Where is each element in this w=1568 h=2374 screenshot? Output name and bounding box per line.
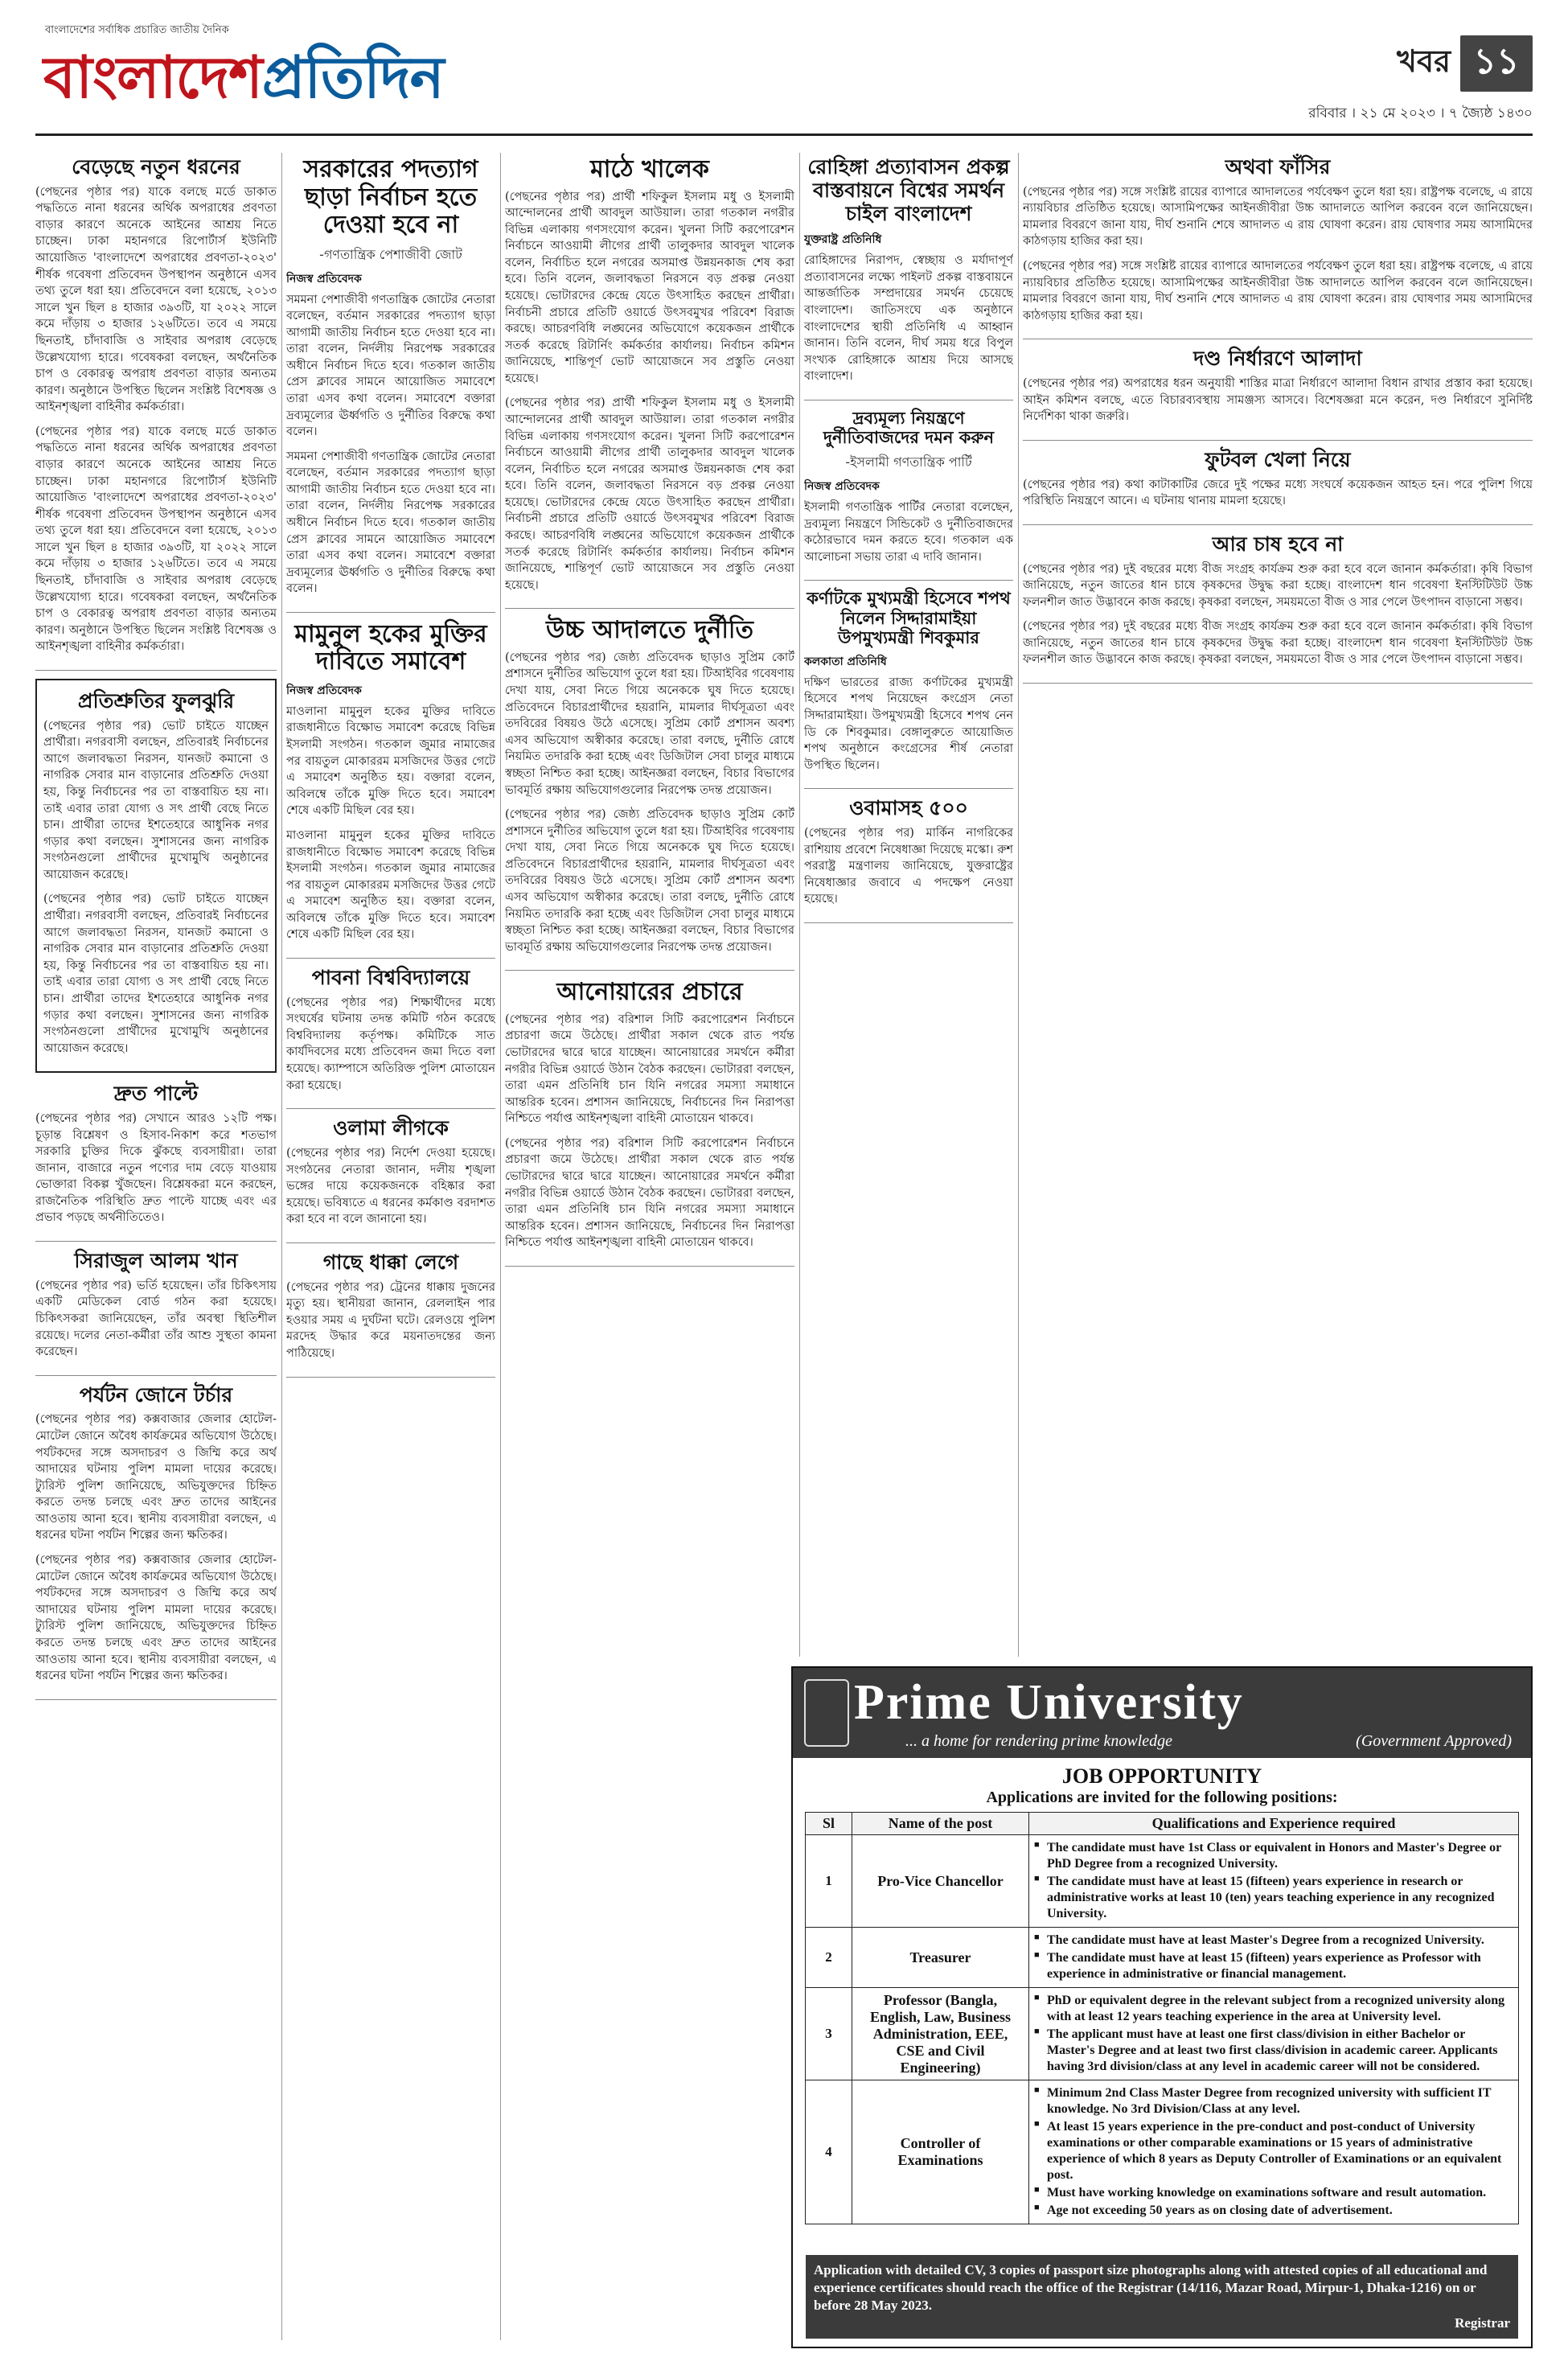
article-body: (পেছনের পৃষ্ঠার পর) যাকে বলছে মর্ডে ডাকাত পদ্ধতিতে নানা ধরনের অর্থিক অপরাধের প্রবণতা বাড়ার কারণে অনেকে আইনের আশ্রয় নিতে চাচ্ছেন। ঢাকা মহানগরে রিপোর্টার্স ইউনিটি আয়োজিত 'বাংলাদেশে অপরাধের প্রবণতা-২০২৩' শীর্ষক গবেষণা প্রতিবেদন উপস্থাপন অনুষ্ঠানে এসব তথ্য তুলে ধরা হয়। প্রতিবেদনে বলা হয়েছে, ২০১৩ সালে খুন ছিল ৪ হাজার ৩৯৩টি, যা ২০২২ সালে কমে দাঁড়ায় ৩ হাজার ১২৬টিতে। তবে এ সময়ে ছিনতাই, চাঁদাবাজি ও সাইবার অপরাধ বেড়েছে উল্লেখযোগ্য হারে। গবেষকরা বলছেন, অর্থনৈতিক চাপ ও বেকারত্ব অপরাধ প্রবণতা বাড়ার অন্যতম কারণ। অনুষ্ঠানে উপস্থিত ছিলেন সংশ্লিষ্ট বিশেষজ্ঞ ও আইনশৃঙ্খলা বাহিনীর কর্মকর্তারা। (35, 185, 277, 414)
university-tagline: ... a home for rendering prime knowledge (905, 1732, 1172, 1750)
article (804, 797, 1013, 923)
qualification-item: ■ At least 15 years experience in the pre-conduct and post-conduct of University examinations or other comparable examinations or 15 years of administrative experience of which 8 years as Deputy Controller of Examinations or an equivalent post. (1034, 2119, 1513, 2183)
article-headline: ওবামাসহ ৫০০ (849, 796, 968, 820)
article (804, 409, 1013, 581)
article-body: (পেছনের পৃষ্ঠার পর) কক্সবাজার জেলার হোটেল-মোটেল জোনে অবৈধ কার্যক্রমের অভিযোগ উঠেছে। পর্যটকদের সঙ্গে অসদাচরণ ও জিম্মি করে অর্থ আদায়ের ঘটনায় পুলিশ মামলা দায়ের করেছে। ট্যুরিস্ট পুলিশ জানিয়েছে, অভিযুক্তদের চিহ্নিত করতে তদন্ত চলছে এবং দ্রুত তাদের আইনের আওতায় আনা হবে। স্থানীয় ব্যবসায়ীরা বলছেন, এ ধরনের ঘটনা পর্যটন শিল্পের জন্য ক্ষতিকর। (35, 1554, 277, 1683)
cell-post: Pro-Vice Chancellor (852, 1835, 1029, 1928)
article-body: (পেছনের পৃষ্ঠার পর) ট্রেনের ধাক্কায় দুজনের মৃত্যু হয়। স্থানীয়রা জানান, রেললাইন পার হওয়ার সময় এ দুর্ঘটনা ঘটে। রেলওয়ে পুলিশ মরদেহ উদ্ধার করে ময়নাতদন্তের জন্য পাঠিয়েছে। (286, 1280, 495, 1360)
article-body: (পেছনের পৃষ্ঠার পর) প্রার্থী শফিকুল ইসলাম মধু ও ইসলামী আন্দোলনের প্রার্থী আবদুল আউয়াল। তারা গতকাল নগরীর বিভিন্ন এলাকায় গণসংযোগ করেন। খুলনা সিটি করপোরেশন নির্বাচনে আওয়ামী লীগের প্রার্থী তালুকদার আবদুল খালেক বলেন, নির্বাচিত হলে নগরের অসমাপ্ত উন্নয়নকাজ শেষ করা হবে। তিনি বলেন, জলাবদ্ধতা নিরসনে বড় প্রকল্প নেওয়া হয়েছে। ভোটারদের কেন্দ্রে যেতে উৎসাহিত করছেন প্রার্থীরা। নির্বাচনী প্রচারে প্রতিটি ওয়ার্ডে উৎসবমুখর পরিবেশ বিরাজ করছে। আচরণবিধি লঙ্ঘনের অভিযোগে কয়েকজন প্রার্থীকে সতর্ক করেছে রিটার্নিং কর্মকর্তার কার্যালয়। নির্বাচন কমিশন জানিয়েছে, শান্তিপূর্ণ ভোট আয়োজনে সব প্রস্তুতি নেওয়া হয়েছে। (505, 396, 794, 592)
column-4 (804, 153, 1013, 1681)
article-headline: সিরাজুল আলম খান (74, 1249, 238, 1273)
article (286, 621, 495, 959)
cell-qualifications (1029, 1988, 1519, 2080)
approval-note: (Government Approved) (1356, 1732, 1512, 1750)
article (286, 156, 495, 613)
application-instructions-text: Application with detailed CV, 3 copies of passport size photographs along with attested copies of all educational and experience certificates should reach the office of the Registrar (14/116, Mazar Road, Mirpur-1, Dhaka-1216) on or before 28 May 2023. (814, 2261, 1488, 2313)
application-instructions (806, 2255, 1518, 2339)
qualification-item: ■ Minimum 2nd Class Master Degree from recognized university with sufficient IT knowledge. No 3rd Division/Class at any level. (1034, 2085, 1513, 2117)
article (286, 1251, 495, 1378)
article-body: সমমনা পেশাজীবী গণতান্ত্রিক জোটের নেতারা বলেছেন, বর্তমান সরকারের পদত্যাগ ছাড়া আগামী জাতীয় নির্বাচন হতে দেওয়া হবে না। তারা বলেন, নির্দলীয় নিরপেক্ষ সরকারের অধীনে নির্বাচন দিতে হবে। গতকাল জাতীয় প্রেস ক্লাবের সামনে আয়োজিত সমাবেশে তারা এসব কথা বলেন। সমাবেশে বক্তারা দ্রব্যমূল্যের ঊর্ধ্বগতি ও দুর্নীতির বিরুদ্ধে কথা বলেন। (286, 450, 495, 596)
article (1023, 533, 1533, 684)
article-headline: দণ্ড নির্ধারণে আলাদা (1193, 347, 1362, 371)
article-headline: কর্ণাটকে মুখ্যমন্ত্রী হিসেবে শপথ নিলেন সিদ্দারামাইয়া উপমুখ্যমন্ত্রী শিবকুমার (807, 589, 1011, 647)
article-body: (পেছনের পৃষ্ঠার পর) শিক্ষার্থীদের মধ্যে সংঘর্ষের ঘটনায় তদন্ত কমিটি গঠন করেছে বিশ্ববিদ্যালয় কর্তৃপক্ষ। কমিটিকে সাত কার্যদিবসের মধ্যে প্রতিবেদন জমা দিতে বলা হয়েছে। ক্যাম্পাসে অতিরিক্ত পুলিশ মোতায়েন করা হয়েছে। (286, 996, 495, 1092)
ad-subheading: Applications are invited for the following positions: (986, 1789, 1338, 1806)
cell-qualifications (1029, 1928, 1519, 1988)
job-advertisement (791, 1666, 1533, 2348)
article-byline: নিজস্ব প্রতিবেদক (286, 272, 362, 285)
table-row (806, 1928, 1519, 1988)
article-headline: ফুটবল খেলা নিয়ে (1205, 447, 1351, 471)
article-body: (পেছনের পৃষ্ঠার পর) প্রার্থী শফিকুল ইসলাম মধু ও ইসলামী আন্দোলনের প্রার্থী আবদুল আউয়াল। তারা গতকাল নগরীর বিভিন্ন এলাকায় গণসংযোগ করেন। খুলনা সিটি করপোরেশন নির্বাচনে আওয়ামী লীগের প্রার্থী তালুকদার আবদুল খালেক বলেন, নির্বাচিত হলে নগরের অসমাপ্ত উন্নয়নকাজ শেষ করা হবে। তিনি বলেন, জলাবদ্ধতা নিরসনে বড় প্রকল্প নেওয়া হয়েছে। ভোটারদের কেন্দ্রে যেতে উৎসাহিত করছেন প্রার্থীরা। নির্বাচনী প্রচারে প্রতিটি ওয়ার্ডে উৎসবমুখর পরিবেশ বিরাজ করছে। আচরণবিধি লঙ্ঘনের অভিযোগে কয়েকজন প্রার্থীকে সতর্ক করেছে রিটার্নিং কর্মকর্তার কার্যালয়। নির্বাচন কমিশন জানিয়েছে, শান্তিপূর্ণ ভোট আয়োজনে সব প্রস্তুতি নেওয়া হয়েছে। (505, 190, 794, 385)
article-body: (পেছনের পৃষ্ঠার পর) সঙ্গে সংশ্লিষ্ট রায়ের ব্যাপারে আদালতের পর্যবেক্ষণ তুলে ধরা হয়। রাষ্ট্রপক্ষ বলেছে, এ রায়ে ন্যায়বিচার প্রতিষ্ঠিত হয়েছে। আসামিপক্ষের আইনজীবীরা উচ্চ আদালতে আপিল করবেন বলে জানিয়েছেন। মামলার বিবরণে জানা যায়, দীর্ঘ শুনানি শেষে আদালত এ রায় ঘোষণা করেন। রায় ঘোষণার সময় আসামিদের কাঠগড়ায় হাজির করা হয়। (1023, 260, 1533, 322)
column-divider (799, 153, 800, 1657)
article-headline: দ্রুত পাল্টে (113, 1082, 199, 1106)
article-body: মাওলানা মামুনুল হকের মুক্তির দাবিতে রাজধানীতে বিক্ষোভ সমাবেশ করেছে বিভিন্ন ইসলামী সংগঠন। গতকাল জুমার নামাজের পর বায়তুল মোকাররম মসজিদের উত্তর গেটে এ সমাবেশ অনুষ্ঠিত হয়। বক্তারা বলেন, অবিলম্বে তাঁকে মুক্তি দিতে হবে। সমাবেশ শেষে একটি মিছিল বের হয়। (286, 828, 495, 942)
column-divider (1018, 153, 1019, 1657)
article (35, 679, 277, 1073)
article-byline: যুক্তরাষ্ট্র প্রতিনিধি (804, 233, 882, 247)
university-seal-icon (804, 1679, 849, 1747)
column-divider (500, 153, 501, 2340)
masthead-tagline: বাংলাদেশের সর্বাধিক প্রচারিত জাতীয় দৈনিক (45, 24, 229, 36)
article-kicker: -গণতান্ত্রিক পেশাজীবী জোট (319, 246, 462, 262)
article-body: (পেছনের পৃষ্ঠার পর) সঙ্গে সংশ্লিষ্ট রায়ের ব্যাপারে আদালতের পর্যবেক্ষণ তুলে ধরা হয়। রাষ্ট্রপক্ষ বলেছে, এ রায়ে ন্যায়বিচার প্রতিষ্ঠিত হয়েছে। আসামিপক্ষের আইনজীবীরা উচ্চ আদালতে আপিল করবেন বলে জানিয়েছেন। মামলার বিবরণে জানা যায়, দীর্ঘ শুনানি শেষে আদালত এ রায় ঘোষণা করেন। রায় ঘোষণার সময় আসামিদের কাঠগড়ায় হাজির করা হয়। (1023, 185, 1533, 248)
cell-sl: 2 (806, 1928, 852, 1988)
newspaper-logo-main: বাংলাদেশ (43, 43, 262, 111)
cell-post: Controller of Examinations (852, 2080, 1029, 2224)
article-body: ইসলামী গণতান্ত্রিক পার্টির নেতারা বলেছেন, দ্রব্যমূল্য নিয়ন্ত্রণে সিন্ডিকেট ও দুর্নীতিবাজদের কঠোরভাবে দমন করতে হবে। গতকাল এক আলোচনা সভায় তারা এ দাবি জানান। (804, 501, 1013, 564)
column-5 (1023, 153, 1533, 1118)
newspaper-logo (43, 34, 444, 130)
qualification-item: ■ The candidate must have 1st Class or equivalent in Honors and Master's Degree or PhD Degree from a recognized University. (1034, 1840, 1513, 1872)
article-body: (পেছনের পৃষ্ঠার পর) কথা কাটাকাটির জেরে দুই পক্ষের মধ্যে সংঘর্ষে কয়েকজন আহত হন। পরে পুলিশ গিয়ে পরিস্থিতি নিয়ন্ত্রণে আনে। এ ঘটনায় থানায় মামলা হয়েছে। (1023, 478, 1533, 508)
article-byline: নিজস্ব প্রতিবেদক (804, 480, 880, 494)
article-headline: সরকারের পদত্যাগ ছাড়া নির্বাচন হতে দেওয়া হবে না (303, 155, 478, 239)
section-header (1397, 35, 1533, 92)
qualification-item: ■ PhD or equivalent degree in the relevant subject from a recognized university along with at least 12 years teaching experience in the area at University level. (1034, 1993, 1513, 2025)
qualification-item: ■ The candidate must have at least 15 (fifteen) years experience as Professor with experience in administrative or financial management. (1034, 1950, 1513, 1982)
article (804, 589, 1013, 789)
column-header-qualifications: Qualifications and Experience required (1029, 1813, 1519, 1835)
article-headline: অথবা ফাঁসির (1225, 155, 1331, 179)
column-divider (281, 153, 282, 2340)
qualification-item: ■ The candidate must have at least 15 (fifteen) years experience in research or administrative works at least 10 (ten) years teaching experience in any recognized University. (1034, 1874, 1513, 1922)
newspaper-logo-accent: প্রতিদিন (261, 43, 444, 111)
cell-post: Professor (Bangla, English, Law, Business Administration, EEE, CSE and Civil Engineering) (852, 1988, 1029, 2080)
article-body: (পেছনের পৃষ্ঠার পর) বরিশাল সিটি করপোরেশন নির্বাচনে প্রচারণা জমে উঠেছে। প্রার্থীরা সকাল থেকে রাত পর্যন্ত ভোটারদের দ্বারে দ্বারে যাচ্ছেন। আনোয়ারের সমর্থনে কর্মীরা নগরীর বিভিন্ন ওয়ার্ডে উঠান বৈঠক করছেন। ভোটাররা বলছেন, তারা এমন প্রতিনিধি চান যিনি নগরের সমস্যা সমাধানে আন্তরিক হবেন। প্রশাসন জানিয়েছে, নির্বাচনের দিন নিরাপত্তা নিশ্চিতে পর্যাপ্ত আইনশৃঙ্খলা বাহিনী মোতায়েন থাকবে। (505, 1012, 794, 1126)
article-body: (পেছনের পৃষ্ঠার পর) বরিশাল সিটি করপোরেশন নির্বাচনে প্রচারণা জমে উঠেছে। প্রার্থীরা সকাল থেকে রাত পর্যন্ত ভোটারদের দ্বারে দ্বারে যাচ্ছেন। আনোয়ারের সমর্থনে কর্মীরা নগরীর বিভিন্ন ওয়ার্ডে উঠান বৈঠক করছেন। ভোটাররা বলছেন, তারা এমন প্রতিনিধি চান যিনি নগরের সমস্যা সমাধানে আন্তরিক হবেন। প্রশাসন জানিয়েছে, নির্বাচনের দিন নিরাপত্তা নিশ্চিতে পর্যাপ্ত আইনশৃঙ্খলা বাহিনী মোতায়েন থাকবে। (505, 1136, 794, 1250)
article-body: (পেছনের পৃষ্ঠার পর) মার্কিন নাগরিকের রাশিয়ায় প্রবেশে নিষেধাজ্ঞা দিয়েছে মস্কো। রুশ পররাষ্ট্র মন্ত্রণালয় জানিয়েছে, যুক্তরাষ্ট্রের নিষেধাজ্ঞার জবাবে এ পদক্ষেপ নেওয়া হয়েছে। (804, 827, 1013, 906)
article-body: (পেছনের পৃষ্ঠার পর) দুই বছরের মধ্যে বীজ সংগ্রহ কার্যক্রম শুরু করা হবে বলে জানান কর্মকর্তারা। কৃষি বিভাগ জানিয়েছে, নতুন জাতের ধান চাষে কৃষকদের উদ্বুদ্ধ করা হচ্ছে। বাংলাদেশ ধান গবেষণা ইনস্টিটিউট উচ্চ ফলনশীল জাত উদ্ভাবনে কাজ করছে। কৃষকরা বলছেন, সময়মতো বীজ ও সার পেলে উৎপাদন বাড়ানো সম্ভব। (1023, 562, 1533, 609)
article-body: (পেছনের পৃষ্ঠার পর) নির্দেশ দেওয়া হয়েছে। সংগঠনের নেতারা জানান, দলীয় শৃঙ্খলা ভঙ্গের দায়ে কয়েকজনকে বহিষ্কার করা হয়েছে। ভবিষ্যতে এ ধরনের কর্মকাণ্ড বরদাশত করা হবে না বলে জানানো হয়। (286, 1146, 495, 1226)
qualification-item: ■ Age not exceeding 50 years as on closing date of advertisement. (1034, 2203, 1513, 2219)
article-headline: মাঠে খালেক (590, 155, 709, 183)
article-body: (পেছনের পৃষ্ঠার পর) সেখানে আরও ১২টি পক্ষ। চূড়ান্ত বিশ্লেষণ ও হিসাব-নিকাশ করে শতভাগ সরকারি চুক্তির দিকে ঝুঁকছে ব্যবসায়ীরা। তারা জানান, বাজারে নতুন পণ্যের দাম বেড়ে যাওয়ায় ভোক্তারা বিকল্প খুঁজছেন। বিশ্লেষকরা মনে করছেন, রাজনৈতিক পরিস্থিতি দ্রুত পাল্টে যাচ্ছে এবং এর প্রভাব পড়ছে অর্থনীতিতেও। (35, 1112, 277, 1225)
registrar-signature: Registrar (1455, 2314, 1510, 2331)
article-body: (পেছনের পৃষ্ঠার পর) দুই বছরের মধ্যে বীজ সংগ্রহ কার্যক্রম শুরু করা হবে বলে জানান কর্মকর্তারা। কৃষি বিভাগ জানিয়েছে, নতুন জাতের ধান চাষে কৃষকদের উদ্বুদ্ধ করা হচ্ছে। বাংলাদেশ ধান গবেষণা ইনস্টিটিউট উচ্চ ফলনশীল জাত উদ্ভাবনে কাজ করছে। কৃষকরা বলছেন, সময়মতো বীজ ও সার পেলে উৎপাদন বাড়ানো সম্ভব। (1023, 620, 1533, 667)
dateline: রবিবার । ২১ মে ২০২৩ । ৭ জ্যৈষ্ঠ ১৪৩০ (1308, 105, 1533, 121)
table-row (806, 1988, 1519, 2080)
article (505, 979, 794, 1267)
article-byline: নিজস্ব প্রতিবেদক (286, 684, 362, 697)
article-headline: বেড়েছে নতুন ধরনের (72, 155, 240, 179)
column-header-post: Name of the post (852, 1813, 1029, 1835)
qualification-item: ■ Must have working knowledge on examinations software and result automation. (1034, 2185, 1513, 2201)
article-headline: আর চাষ হবে না (1212, 532, 1344, 556)
article-body: (পেছনের পৃষ্ঠার পর) জেষ্ঠ্য প্রতিবেদক ছাড়াও সুপ্রিম কোর্ট প্রশাসনে দুর্নীতির অভিযোগ তুলে ধরা হয়। টিআইবির গবেষণায় দেখা যায়, সেবা নিতে গিয়ে অনেককে ঘুষ দিতে হয়েছে। প্রতিবেদনে বিচারপ্রার্থীদের হয়রানি, মামলার দীর্ঘসূত্রতা এবং তদবিরের বিষয়ও উঠে এসেছে। সুপ্রিম কোর্ট প্রশাসন অবশ্য এসব অভিযোগ অস্বীকার করেছে। তারা বলছে, দুর্নীতি রোধে নিয়মিত তদারকি করা হচ্ছে এবং ডিজিটাল সেবা চালুর মাধ্যমে স্বচ্ছতা নিশ্চিত করা হচ্ছে। আইনজ্ঞরা বলছেন, বিচার বিভাগের ভাবমূর্তি রক্ষায় অভিযোগগুলোর নিরপেক্ষ তদন্ত প্রয়োজন। (505, 808, 794, 954)
ad-heading: JOB OPPORTUNITY (1061, 1764, 1262, 1788)
article (505, 617, 794, 971)
article-headline: পাবনা বিশ্ববিদ্যালয়ে (311, 966, 470, 989)
table-row (806, 1835, 1519, 1928)
positions-table (805, 1812, 1519, 2224)
page-number-badge: ১১ (1460, 35, 1533, 92)
article-headline: গাছে ধাক্কা লেগে (322, 1250, 459, 1274)
column-2 (286, 153, 495, 2340)
article-headline: প্রতিশ্রুতির ফুলঝুরি (77, 688, 235, 713)
article-kicker: -ইসলামী গণতান্ত্রিক পার্টি (845, 454, 972, 470)
article-headline: পর্যটন জোনে টর্চার (79, 1382, 233, 1407)
cell-sl: 1 (806, 1835, 852, 1928)
article-headline: দ্রব্যমূল্য নিয়ন্ত্রণে দুর্নীতিবাজদের দমন করুন (823, 408, 995, 448)
column-1 (35, 153, 277, 2340)
table-row (806, 2080, 1519, 2224)
article-body: (পেছনের পৃষ্ঠার পর) যাকে বলছে মর্ডে ডাকাত পদ্ধতিতে নানা ধরনের অর্থিক অপরাধের প্রবণতা বাড়ার কারণে অনেকে আইনের আশ্রয় নিতে চাচ্ছেন। ঢাকা মহানগরে রিপোর্টার্স ইউনিটি আয়োজিত 'বাংলাদেশে অপরাধের প্রবণতা-২০২৩' শীর্ষক গবেষণা প্রতিবেদন উপস্থাপন অনুষ্ঠানে এসব তথ্য তুলে ধরা হয়। প্রতিবেদনে বলা হয়েছে, ২০১৩ সালে খুন ছিল ৪ হাজার ৩৯৩টি, যা ২০২২ সালে কমে দাঁড়ায় ৩ হাজার ১২৬টিতে। তবে এ সময়ে ছিনতাই, চাঁদাবাজি ও সাইবার অপরাধ বেড়েছে উল্লেখযোগ্য হারে। গবেষকরা বলছেন, অর্থনৈতিক চাপ ও বেকারত্ব অপরাধ প্রবণতা বাড়ার অন্যতম কারণ। অনুষ্ঠানে উপস্থিত ছিলেন সংশ্লিষ্ট বিশেষজ্ঞ ও আইনশৃঙ্খলা বাহিনীর কর্মকর্তারা। (35, 425, 277, 654)
university-name: Prime University (854, 1675, 1244, 1730)
article-body: (পেছনের পৃষ্ঠার পর) ভোট চাইতে যাচ্ছেন প্রার্থীরা। নগরবাসী বলছেন, প্রতিবারই নির্বাচনের আগে জলাবদ্ধতা নিরসন, যানজট কমানো ও নাগরিক সেবার মান বাড়ানোর প্রতিশ্রুতি দেওয়া হয়, কিন্তু নির্বাচনের পর তা বাস্তবায়িত হয় না। তাই এবার তারা যোগ্য ও সৎ প্রার্থী বেছে নিতে চান। প্রার্থীরা তাদের ইশতেহারে আধুনিক নগর গড়ার কথা বলছেন। সুশাসনের জন্য নাগরিক সংগঠনগুলো প্রার্থীদের মুখোমুখি অনুষ্ঠানের আয়োজন করেছে। (43, 719, 269, 881)
article-body: দক্ষিণ ভারতের রাজ্য কর্ণাটকের মুখ্যমন্ত্রী হিসেবে শপথ নিয়েছেন কংগ্রেস নেতা সিদ্দারামাইয়া। উপমুখ্যমন্ত্রী হিসেবে শপথ নেন ডি কে শিবকুমার। বেঙ্গালুরুতে আয়োজিত শপথ অনুষ্ঠানে কংগ্রেসের শীর্ষ নেতারা উপস্থিত ছিলেন। (804, 676, 1013, 772)
article-body: মাওলানা মামুনুল হকের মুক্তির দাবিতে রাজধানীতে বিক্ষোভ সমাবেশ করেছে বিভিন্ন ইসলামী সংগঠন। গতকাল জুমার নামাজের পর বায়তুল মোকাররম মসজিদের উত্তর গেটে এ সমাবেশ অনুষ্ঠিত হয়। বক্তারা বলেন, অবিলম্বে তাঁকে মুক্তি দিতে হবে। সমাবেশ শেষে একটি মিছিল বের হয়। (286, 704, 495, 818)
article-headline: উচ্চ আদালতে দুর্নীতি (545, 616, 754, 645)
article (35, 1384, 277, 1700)
article-body: (পেছনের পৃষ্ঠার পর) অপরাধের ধরন অনুযায়ী শাস্তির মাত্রা নির্ধারণে আলাদা বিধান রাখার প্রস্তাব করা হয়েছে। আইন কমিশন বলছে, এতে বিচারব্যবস্থায় সামঞ্জস্য আসবে। বিশেষজ্ঞরা মনে করেন, দণ্ড নির্ধারণে সুনির্দিষ্ট নির্দেশিকা থাকা জরুরি। (1023, 377, 1533, 424)
cell-qualifications (1029, 2080, 1519, 2224)
article (1023, 449, 1533, 525)
article (505, 156, 794, 609)
cell-sl: 3 (806, 1988, 852, 2080)
cell-post: Treasurer (852, 1928, 1029, 1988)
article-body: (পেছনের পৃষ্ঠার পর) ভর্তি হয়েছেন। তাঁর চিকিৎসায় একটি মেডিকেল বোর্ড গঠন করা হয়েছে। চিকিৎসকরা জানিয়েছেন, তাঁর অবস্থা স্থিতিশীল রয়েছে। দলের নেতা-কর্মীরা তাঁর আশু সুস্থতা কামনা করেছেন। (35, 1279, 277, 1359)
article-body: সমমনা পেশাজীবী গণতান্ত্রিক জোটের নেতারা বলেছেন, বর্তমান সরকারের পদত্যাগ ছাড়া আগামী জাতীয় নির্বাচন হতে দেওয়া হবে না। তারা বলেন, নির্দলীয় নিরপেক্ষ সরকারের অধীনে নির্বাচন দিতে হবে। গতকাল জাতীয় প্রেস ক্লাবের সামনে আয়োজিত সমাবেশে তারা এসব কথা বলেন। সমাবেশে বক্তারা দ্রব্যমূল্যের ঊর্ধ্বগতি ও দুর্নীতির বিরুদ্ধে কথা বলেন। (286, 293, 495, 439)
masthead-rule (35, 133, 1533, 136)
qualification-item: ■ The applicant must have at least one first class/division in either Bachelor or Master's Degree and at least two first class/division in academic career. Applicants having 3rd division/class at any level in academic career will not be considered. (1034, 2027, 1513, 2075)
article-headline: মামুনুল হকের মুক্তির দাবিতে সমাবেশ (294, 619, 487, 676)
article (1023, 156, 1533, 339)
article-headline: ওলামা লীগকে (333, 1116, 449, 1140)
article (35, 1082, 277, 1242)
column-3 (505, 153, 794, 2340)
article-headline: রোহিঙ্গা প্রত্যাবাসন প্রকল্প বাস্তবায়নে বিশ্বের সমর্থন চাইল বাংলাদেশ (807, 155, 1010, 225)
article-body: (পেছনের পৃষ্ঠার পর) ভোট চাইতে যাচ্ছেন প্রার্থীরা। নগরবাসী বলছেন, প্রতিবারই নির্বাচনের আগে জলাবদ্ধতা নিরসন, যানজট কমানো ও নাগরিক সেবার মান বাড়ানোর প্রতিশ্রুতি দেওয়া হয়, কিন্তু নির্বাচনের পর তা বাস্তবায়িত হয় না। তাই এবার তারা যোগ্য ও সৎ প্রার্থী বেছে নিতে চান। প্রার্থীরা তাদের ইশতেহারে আধুনিক নগর গড়ার কথা বলছেন। সুশাসনের জন্য নাগরিক সংগঠনগুলো প্রার্থীদের মুখোমুখি অনুষ্ঠানের আয়োজন করেছে। (43, 893, 269, 1055)
masthead (35, 19, 1533, 140)
article (35, 156, 277, 671)
article-byline: কলকাতা প্রতিনিধি (804, 655, 887, 668)
cell-qualifications (1029, 1835, 1519, 1928)
article-body: (পেছনের পৃষ্ঠার পর) জেষ্ঠ্য প্রতিবেদক ছাড়াও সুপ্রিম কোর্ট প্রশাসনে দুর্নীতির অভিযোগ তুলে ধরা হয়। টিআইবির গবেষণায় দেখা যায়, সেবা নিতে গিয়ে অনেককে ঘুষ দিতে হয়েছে। প্রতিবেদনে বিচারপ্রার্থীদের হয়রানি, মামলার দীর্ঘসূত্রতা এবং তদবিরের বিষয়ও উঠে এসেছে। সুপ্রিম কোর্ট প্রশাসন অবশ্য এসব অভিযোগ অস্বীকার করেছে। তারা বলছে, দুর্নীতি রোধে নিয়মিত তদারকি করা হচ্ছে এবং ডিজিটাল সেবা চালুর মাধ্যমে স্বচ্ছতা নিশ্চিত করা হচ্ছে। আইনজ্ঞরা বলছেন, বিচার বিভাগের ভাবমূর্তি রক্ষায় অভিযোগগুলোর নিরপেক্ষ তদন্ত প্রয়োজন। (505, 651, 794, 797)
article-body: (পেছনের পৃষ্ঠার পর) কক্সবাজার জেলার হোটেল-মোটেল জোনে অবৈধ কার্যক্রমের অভিযোগ উঠেছে। পর্যটকদের সঙ্গে অসদাচরণ ও জিম্মি করে অর্থ আদায়ের ঘটনায় পুলিশ মামলা দায়ের করেছে। ট্যুরিস্ট পুলিশ জানিয়েছে, অভিযুক্তদের চিহ্নিত করতে তদন্ত চলছে এবং দ্রুত তাদের আইনের আওতায় আনা হবে। স্থানীয় ব্যবসায়ীরা বলছেন, এ ধরনের ঘটনা পর্যটন শিল্পের জন্য ক্ষতিকর। (35, 1413, 277, 1542)
ad-banner (793, 1668, 1531, 1758)
article (1023, 347, 1533, 440)
article (286, 1117, 495, 1243)
article-body: রোহিঙ্গাদের নিরাপদ, স্বেচ্ছায় ও মর্যাদাপূর্ণ প্রত্যাবাসনের লক্ষ্যে পাইলট প্রকল্প বাস্তবায়নে আন্তর্জাতিক সম্প্রদায়ের সমর্থন চেয়েছে বাংলাদেশ। জাতিসংঘে এক অনুষ্ঠানে বাংলাদেশের স্থায়ী প্রতিনিধি এ আহ্বান জানান। তিনি বলেন, দীর্ঘ সময় ধরে বিপুল সংখ্যক রোহিঙ্গাকে আশ্রয় দিয়ে আসছে বাংলাদেশ। (804, 254, 1013, 384)
article (286, 967, 495, 1109)
article (804, 156, 1013, 400)
section-label: খবর (1396, 43, 1451, 79)
cell-sl: 4 (806, 2080, 852, 2224)
table-header-row (806, 1813, 1519, 1835)
article-headline: আনোয়ারের প্রচারে (556, 978, 743, 1007)
qualification-item: ■ The candidate must have at least Master's Degree from a recognized University. (1034, 1932, 1513, 1949)
article (35, 1250, 277, 1376)
column-header-sl: Sl (806, 1813, 852, 1835)
